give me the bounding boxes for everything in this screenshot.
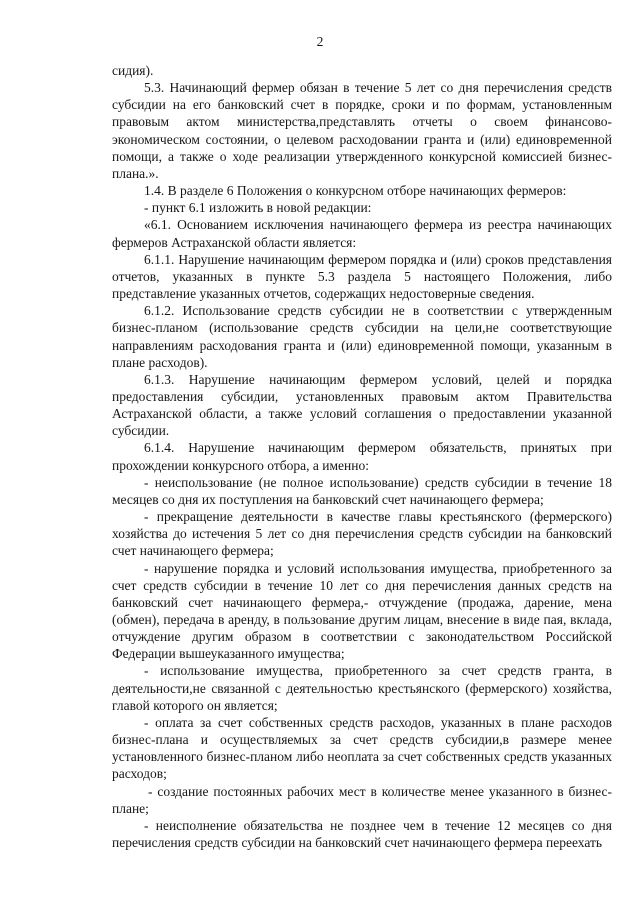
paragraph: 6.1.1. Нарушение начинающим фермером порядка и (или) сроков представления отчетов, указанных в пункте 5.3 раздела 5 настоящего Положения, либо представление указанных отчетов, содержащих недостоверные сведения. [112, 251, 612, 302]
paragraph: сидия). [112, 63, 154, 78]
paragraph: - использование имущества, приобретенного за счет средств гранта, в деятельности,не связанной с деятельностью крестьянского (фермерского) хозяйства, главой которого он является; [112, 663, 612, 713]
paragraph: 6.1.4. Нарушение начинающим фермером обязательств, принятых при прохождении конкурсного отбора, а именно: [112, 440, 612, 473]
page-number: 2 [316, 34, 324, 49]
paragraph: 5.3. Начинающий фермер обязан в течение 5 лет со дня перечисления средств субсидии на его банковский счет в порядке, сроки и по формам, установленным правовым актом министерства,представлять отчеты о своем финансово-экономическом состоянии, о целевом расходовании гранта и (или) единовременной помощи, а также о ходе реализации утвержденного конкурсной комиссией бизнес-плана.». [112, 80, 612, 181]
paragraph: 6.1.2. Использование средств субсидии не в соответствии с утвержденным бизнес-планом (использование средств субсидии на цели,не соответствующие направлениям расходования гранта и (или) единовременной помощи, указанным в плане расходов). [112, 303, 612, 370]
paragraph: 6.1.3. Нарушение начинающим фермером условий, целей и порядка предоставления субсидии, установленных правовым актом Правительства Астраханской области, а также условий соглашения о предоставлении указанной субсидии. [112, 371, 612, 439]
paragraph: «6.1. Основанием исключения начинающего фермера из реестра начинающих фермеров Астраханской области является: [112, 217, 612, 250]
paragraph: 1.4. В разделе 6 Положения о конкурсном отборе начинающих фермеров: [144, 183, 567, 199]
paragraph: - нарушение порядка и условий использования имущества, приобретенного за счет средств субсидии в течение 10 лет со дня перечисления данных средств на банковский счет начинающего фермера,- отчуждение (продажа, дарение, мена (обмен), передача в аренду, в пользование другим лицам, внесение в виде пая, вклада, отчуждение другим образом в соответствии с законодательством Российской Федерации вышеуказанного имущества; [112, 560, 612, 662]
paragraph: - неисполнение обязательства не позднее чем в течение 12 месяцев со дня перечисления средств субсидии на банковский счет начинающего фермера переехать [112, 817, 612, 851]
paragraph: - пункт 6.1 изложить в новой редакции: [144, 200, 372, 216]
paragraph: - оплата за счет собственных средств расходов, указанных в плане расходов бизнес-плана и осуществляемых за счет средств субсидии,в размере менее установленного бизнес-планом либо неоплата за счет собственных средств указанных расходов; [112, 714, 612, 782]
paragraph: - неиспользование (не полное использование) средств субсидии в течение 18 месяцев со дня их поступления на банковский счет начинающего фермера; [112, 474, 612, 507]
paragraph: - прекращение деятельности в качестве главы крестьянского (фермерского) хозяйства до истечения 5 лет со дня перечисления средств субсидии на банковский счет начинающего фермера; [112, 509, 612, 559]
paragraph: - создание постоянных рабочих мест в количестве менее указанного в бизнес-плане; [112, 783, 612, 816]
document-body [112, 62, 612, 851]
